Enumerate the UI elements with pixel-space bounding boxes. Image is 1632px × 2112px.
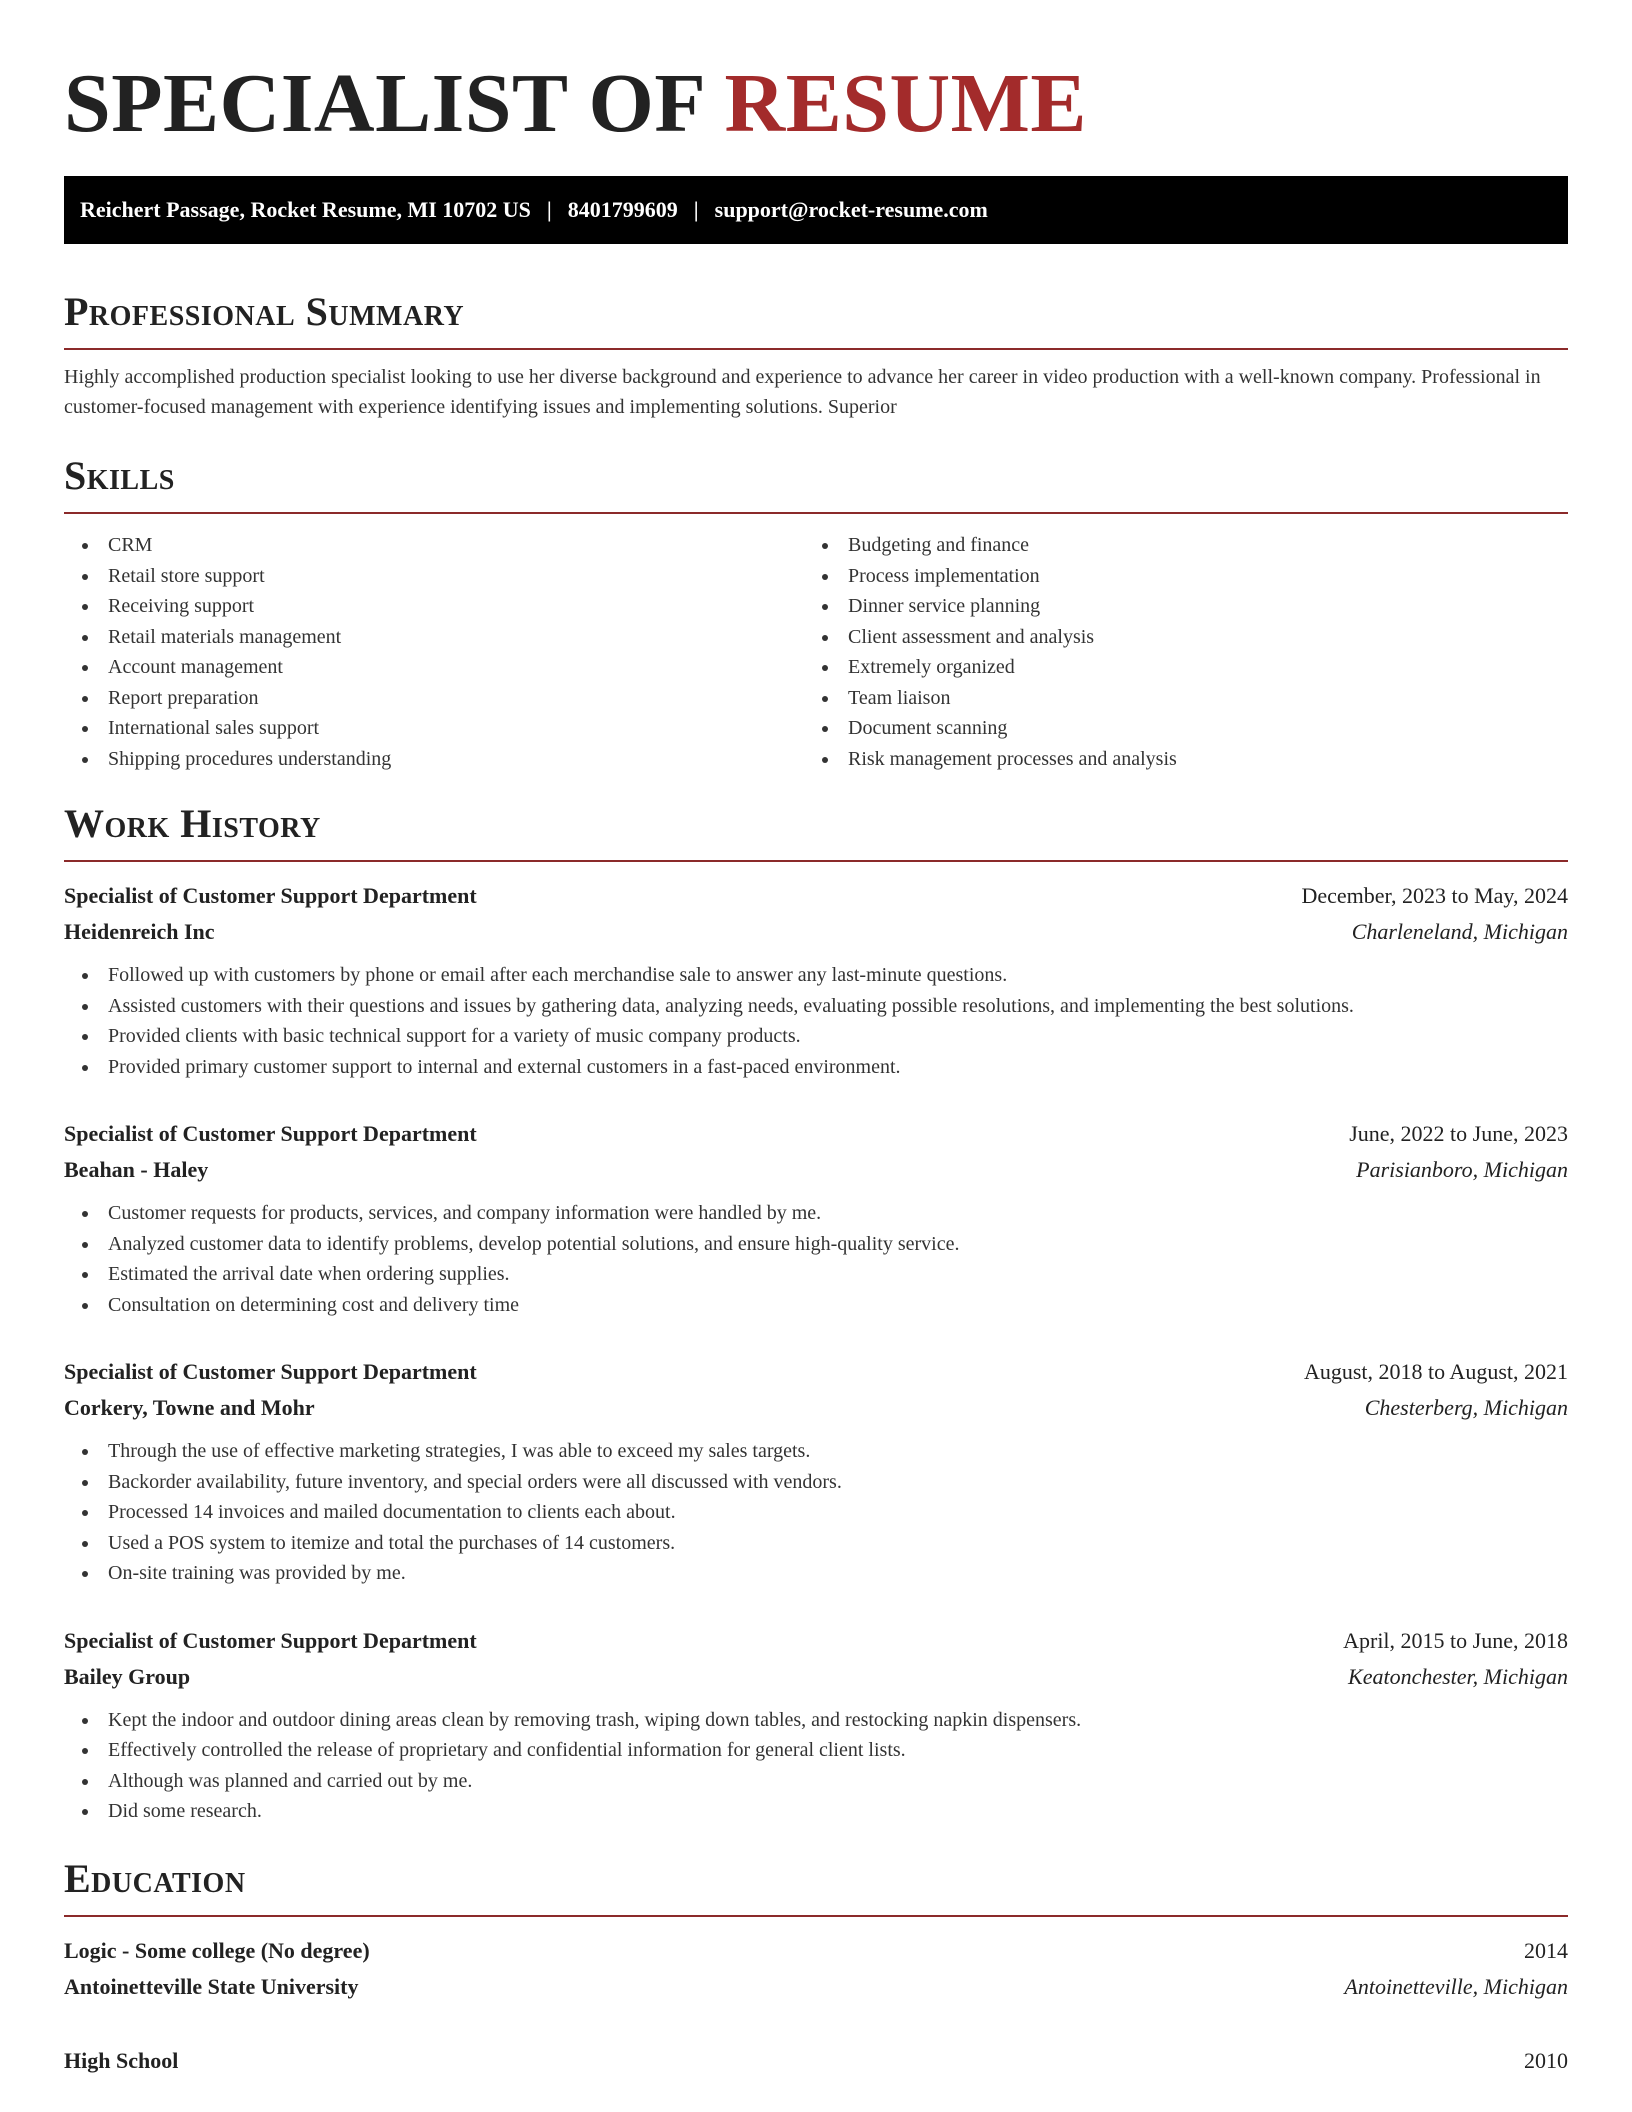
section-work-history <box>64 800 1568 1827</box>
job-company: Corkery, Towne and Mohr <box>64 1395 315 1420</box>
job-bullet: Followed up with customers by phone or email after each merchandise sale to answer any last-minute questions. <box>64 960 1568 991</box>
job-company-row <box>64 914 1568 950</box>
job-bullet: Assisted customers with their questions and issues by gathering data, analyzing needs, evaluating possible resolutions, and implementing the best solutions. <box>64 991 1568 1022</box>
job-bullet: Through the use of effective marketing strategies, I was able to exceed my sales targets. <box>64 1436 1568 1467</box>
job-header-row <box>64 1354 1568 1390</box>
job-bullet: Provided primary customer support to internal and external customers in a fast-paced environment. <box>64 1052 1568 1083</box>
job-title: Specialist of Customer Support Department <box>64 883 477 908</box>
skill-item: Shipping procedures understanding <box>64 744 804 775</box>
job-bullet: Kept the indoor and outdoor dining areas clean by removing trash, wiping down tables, and restocking napkin dispensers. <box>64 1705 1568 1736</box>
education-entry <box>64 1933 1568 2005</box>
job-location: Parisianboro, Michigan <box>1356 1157 1568 1182</box>
job-entry <box>64 878 1568 1082</box>
education-header-row <box>64 1933 1568 1969</box>
skills-column-right <box>804 530 1544 774</box>
job-bullets <box>64 1436 1568 1589</box>
skill-item: Dinner service planning <box>804 591 1544 622</box>
skills-grid <box>64 530 1568 774</box>
job-bullet: On-site training was provided by me. <box>64 1558 1568 1589</box>
job-bullet: Processed 14 invoices and mailed documentation to clients each about. <box>64 1497 1568 1528</box>
job-company-row <box>64 1659 1568 1695</box>
skill-item: Extremely organized <box>804 652 1544 683</box>
education-location: Antoinetteville, Michigan <box>1344 1973 1568 1999</box>
resume-name <box>64 0 1568 164</box>
skill-item: International sales support <box>64 713 804 744</box>
education-list <box>64 1933 1568 2079</box>
contact-address: Reichert Passage, Rocket Resume, MI 10702 US <box>80 197 531 222</box>
skill-item: Risk management processes and analysis <box>804 744 1544 775</box>
job-dates: August, 2018 to August, 2021 <box>1303 1359 1568 1384</box>
contact-separator: | <box>546 197 552 222</box>
section-heading: Skills <box>64 452 1568 514</box>
education-degree: High School <box>64 2047 179 2073</box>
skill-item: Retail store support <box>64 561 804 592</box>
job-entry <box>64 1623 1568 1827</box>
job-company: Beahan - Haley <box>64 1157 209 1182</box>
job-entry <box>64 1354 1568 1589</box>
job-header-row <box>64 1116 1568 1152</box>
job-company: Bailey Group <box>64 1663 191 1689</box>
skill-item: CRM <box>64 530 804 561</box>
job-bullet: Effectively controlled the release of proprietary and confidential information for general client lists. <box>64 1735 1568 1766</box>
skill-item: Retail materials management <box>64 622 804 653</box>
job-bullet: Analyzed customer data to identify problems, develop potential solutions, and ensure high-quality service. <box>64 1229 1568 1260</box>
job-header-row <box>64 1623 1568 1659</box>
name-part-1: SPECIALIST OF <box>64 57 704 150</box>
job-title: Specialist of Customer Support Department <box>64 1627 477 1653</box>
job-bullets <box>64 1198 1568 1320</box>
job-list <box>64 878 1568 1827</box>
job-location: Chesterberg, Michigan <box>1364 1395 1568 1420</box>
job-title: Specialist of Customer Support Department <box>64 1121 477 1146</box>
contact-phone: 8401799609 <box>567 197 678 222</box>
job-company-row <box>64 1152 1568 1188</box>
job-bullet: Provided clients with basic technical support for a variety of music company products. <box>64 1021 1568 1052</box>
job-bullet: Estimated the arrival date when ordering supplies. <box>64 1259 1568 1290</box>
job-company: Heidenreich Inc <box>64 919 215 944</box>
contact-bar <box>64 176 1568 244</box>
job-bullets <box>64 1705 1568 1827</box>
job-bullet: Used a POS system to itemize and total the purchases of 14 customers. <box>64 1528 1568 1559</box>
job-header-row <box>64 878 1568 914</box>
education-header-row <box>64 2043 1568 2079</box>
section-heading: Work History <box>64 800 1568 862</box>
section-heading: Professional Summary <box>64 288 1568 350</box>
job-dates: April, 2015 to June, 2018 <box>1343 1627 1568 1653</box>
skill-item: Account management <box>64 652 804 683</box>
education-degree: Logic - Some college (No degree) <box>64 1937 370 1963</box>
job-title: Specialist of Customer Support Department <box>64 1359 477 1384</box>
summary-text: Highly accomplished production specialist looking to use her diverse background and experience to advance her career in video production with a well-known company. Professional in customer-focused management with experience identifying issues and implementing solutions. Superior <box>64 366 1541 418</box>
education-year: 2014 <box>1524 1937 1568 1963</box>
section-education <box>64 1855 1568 2079</box>
education-school: Antoinetteville State University <box>64 1973 359 1999</box>
section-heading: Education <box>64 1855 1568 1917</box>
education-year: 2010 <box>1524 2047 1568 2073</box>
job-location: Keatonchester, Michigan <box>1348 1663 1568 1689</box>
skill-item: Team liaison <box>804 683 1544 714</box>
section-summary <box>64 288 1568 422</box>
job-bullet: Did some research. <box>64 1796 1568 1827</box>
skills-column-left <box>64 530 804 774</box>
education-school-row <box>64 1969 1568 2005</box>
job-bullets <box>64 960 1568 1082</box>
job-location: Charleneland, Michigan <box>1351 919 1568 944</box>
job-bullet: Customer requests for products, services, and company information were handled by me. <box>64 1198 1568 1229</box>
section-skills <box>64 452 1568 774</box>
skill-item: Process implementation <box>804 561 1544 592</box>
job-bullet: Consultation on determining cost and delivery time <box>64 1290 1568 1321</box>
job-bullet: Although was planned and carried out by me. <box>64 1766 1568 1797</box>
skill-item: Document scanning <box>804 713 1544 744</box>
education-entry <box>64 2043 1568 2079</box>
skill-item: Receiving support <box>64 591 804 622</box>
job-bullet: Backorder availability, future inventory, and special orders were all discussed with vendors. <box>64 1467 1568 1498</box>
job-dates: June, 2022 to June, 2023 <box>1349 1121 1568 1146</box>
contact-separator: | <box>693 197 699 222</box>
skill-item: Budgeting and finance <box>804 530 1544 561</box>
name-part-2: RESUME <box>724 57 1087 150</box>
job-company-row <box>64 1390 1568 1426</box>
skill-item: Report preparation <box>64 683 804 714</box>
job-dates: December, 2023 to May, 2024 <box>1301 883 1568 908</box>
job-entry <box>64 1116 1568 1320</box>
contact-email[interactable]: support@rocket-resume.com <box>714 197 988 222</box>
skill-item: Client assessment and analysis <box>804 622 1544 653</box>
